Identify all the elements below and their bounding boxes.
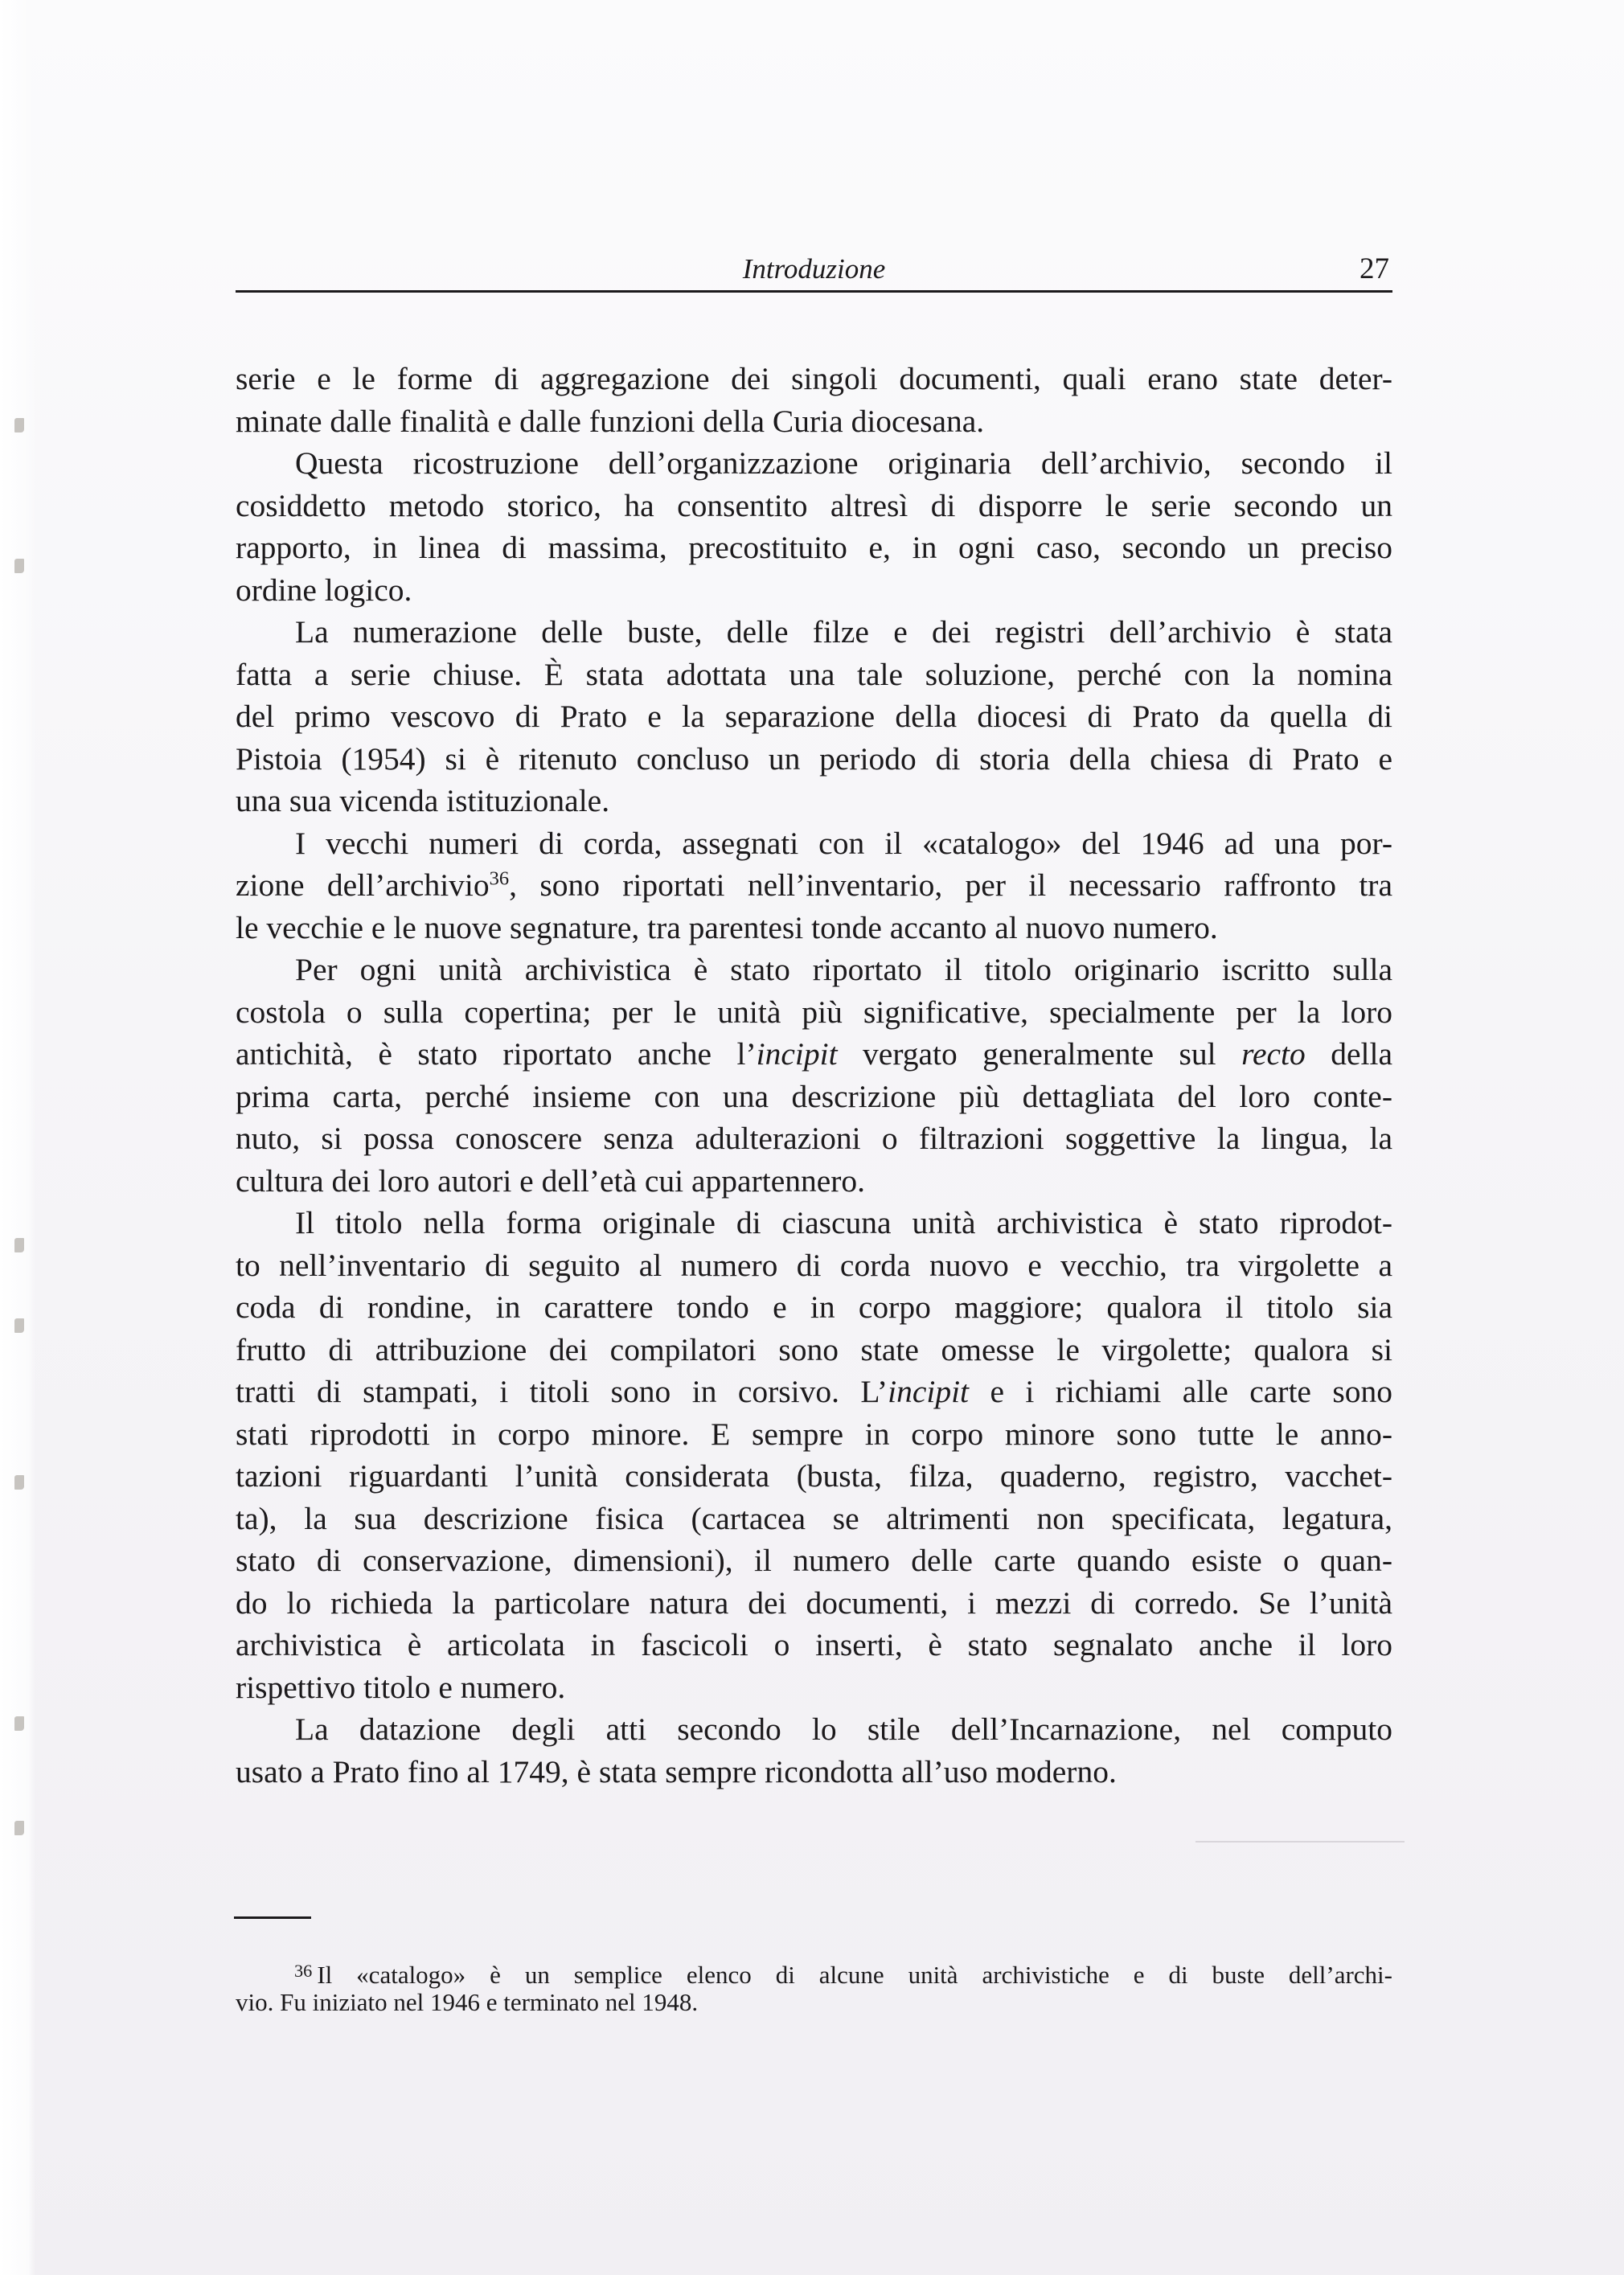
binding-mark xyxy=(14,1318,24,1333)
text-line: zione dell’archivio$^{36}$, sono riportati nell’inventario, per il necessario raffronto tra xyxy=(236,867,1392,903)
text-line: costola o sulla copertina; per le unità più significative, specialmente per la loro xyxy=(236,994,1392,1030)
text-line: rapporto, in linea di massima, precostituito e, in ogni caso, secondo un preciso xyxy=(236,530,1392,565)
page-number: 27 xyxy=(1359,252,1389,285)
header-rule xyxy=(236,290,1392,293)
paragraph-start-line: Il titolo nella forma originale di ciascuna unità archivistica è stato riprodot- xyxy=(295,1205,1392,1240)
paragraph-start-line: La numerazione delle buste, delle filze e dei registri dell’archivio è stata xyxy=(295,614,1392,650)
footnote-reference[interactable]: 36 xyxy=(489,867,510,890)
text-line: ordine logico. xyxy=(236,572,412,608)
text-line: archivistica è articolata in fascicoli o inserti, è stato segnalato anche il loro xyxy=(236,1627,1392,1662)
text-line: to nell’inventario di seguito al numero di corda nuovo e vecchio, tra virgolette a xyxy=(236,1247,1392,1283)
text-line: coda di rondine, in carattere tondo e in corpo maggiore; qualora il titolo sia xyxy=(236,1289,1392,1325)
text-line: nuto, si possa conoscere senza adulterazioni o filtrazioni soggettive la lingua, la xyxy=(236,1121,1392,1156)
paragraph-start-line: I vecchi numeri di corda, assegnati con il «catalogo» del 1946 ad una por- xyxy=(295,825,1392,861)
binding-mark xyxy=(14,1716,24,1731)
text-line: stati riprodotti in corpo minore. E sempre in corpo minore sono tutte le anno- xyxy=(236,1416,1392,1452)
text-line: le vecchie e le nuove segnature, tra parentesi tonde accanto al nuovo numero. xyxy=(236,909,1218,945)
footnote-line: $^{36}$ Il «catalogo» è un semplice elenco di alcune unità archivistiche e di buste dell’archi- xyxy=(294,1961,1392,1989)
italic-term: incipit xyxy=(888,1374,970,1409)
running-title: Introduzione xyxy=(742,253,886,285)
text-line: stato di conservazione, dimensioni), il numero delle carte quando esiste o quan- xyxy=(236,1543,1392,1578)
binding-mark xyxy=(14,418,24,432)
text-line: tratti di stampati, i titoli sono in corsivo. L’incipit e i richiami alle carte sono xyxy=(236,1374,1392,1409)
text-line: Pistoia (1954) si è ritenuto concluso un periodo di storia della chiesa di Prato e xyxy=(236,740,1392,777)
footnote-number: 36 xyxy=(294,1961,313,1982)
paragraph-start-line: La datazione degli atti secondo lo stile dell’Incarnazione, nel computo xyxy=(295,1711,1392,1747)
binding-mark xyxy=(14,1238,24,1252)
footnote-line: vio. Fu iniziato nel 1946 e terminato nel 1948. xyxy=(236,1988,699,2016)
text-line: fatta a serie chiuse. È stata adottata una tale soluzione, perché con la nomina xyxy=(236,656,1392,692)
text-line: del primo vescovo di Prato e la separazione della diocesi di Prato da quella di xyxy=(236,699,1392,734)
bleed-through-rule xyxy=(1195,1841,1405,1843)
running-head xyxy=(236,251,1392,293)
text-line: cultura dei loro autori e dell’età cui appartennero. xyxy=(236,1162,866,1199)
text-line: do lo richieda la particolare natura dei documenti, i mezzi di corredo. Se l’unità xyxy=(236,1584,1392,1621)
paragraph-start-line: Questa ricostruzione dell’organizzazione originaria dell’archivio, secondo il xyxy=(295,445,1392,481)
binding-mark xyxy=(14,1475,24,1490)
text-line: tazioni riguardanti l’unità considerata (busta, filza, quaderno, registro, vacchet- xyxy=(236,1458,1392,1494)
text-line: antichità, è stato riportato anche l’incipit vergato generalmente sul recto della xyxy=(236,1036,1393,1072)
text-line: minate dalle finalità e dalle funzioni della Curia diocesana. xyxy=(236,403,985,439)
text-line: cosiddetto metodo storico, ha consentito altresì di disporre le serie secondo un xyxy=(236,487,1392,523)
text-line: ta), la sua descrizione fisica (cartacea se altrimenti non specificata, legatura, xyxy=(236,1500,1392,1536)
text-line: una sua vicenda istituzionale. xyxy=(236,783,610,818)
binding-mark xyxy=(14,1821,24,1835)
text-line: prima carta, perché insieme con una descrizione più dettagliata del loro conte- xyxy=(236,1078,1392,1114)
page-margin-strip xyxy=(0,0,35,2275)
footnote-36 xyxy=(236,1961,1392,2016)
italic-term: incipit xyxy=(756,1036,838,1072)
binding-mark xyxy=(14,559,24,573)
text-line: serie e le forme di aggregazione dei singoli documenti, quali erano state deter- xyxy=(236,361,1392,396)
text-line: usato a Prato fino al 1749, è stata sempre ricondotta all’uso moderno. xyxy=(236,1753,1117,1789)
paragraph-start-line: Per ogni unità archivistica è stato riportato il titolo originario iscritto sulla xyxy=(295,952,1392,987)
text-line: frutto di attribuzione dei compilatori sono state omesse le virgolette; qualora si xyxy=(236,1331,1392,1367)
text-line: rispettivo titolo e numero. xyxy=(236,1669,566,1705)
footnote-separator xyxy=(234,1916,311,1919)
body-text xyxy=(236,358,1392,1793)
italic-term: recto xyxy=(1241,1036,1306,1072)
